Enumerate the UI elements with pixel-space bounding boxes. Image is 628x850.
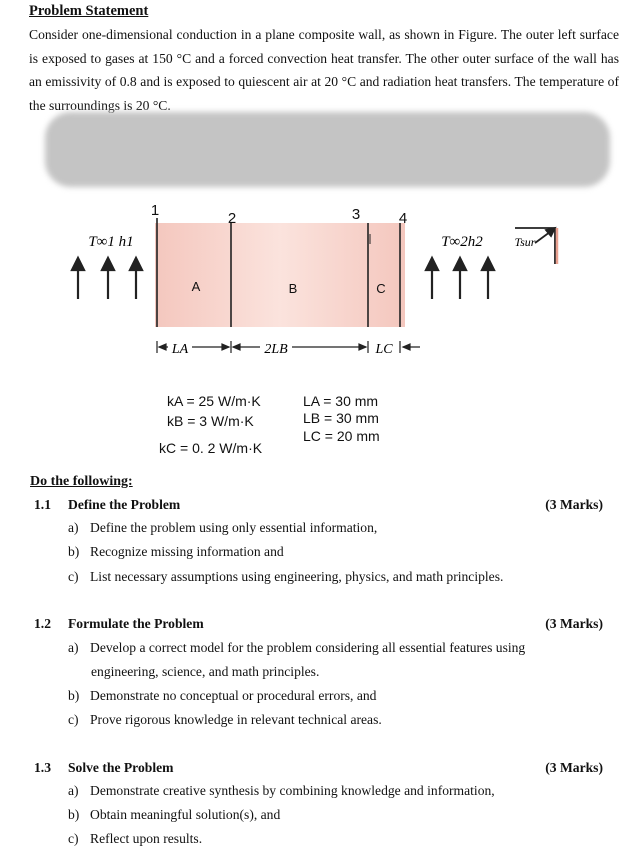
section-1-3-number: 1.3 (34, 760, 51, 775)
dim-label-la: LA (171, 342, 189, 357)
section-1-1-heading: Define the Problem (68, 497, 181, 512)
list-item: a) Develop a correct model for the problem considering all essential features using (68, 640, 526, 655)
dim-label-lb: 2LB (264, 342, 288, 357)
dim-label-lc: LC (375, 342, 393, 357)
section-1-1-number: 1.1 (34, 497, 51, 512)
problem-statement-heading: Problem Statement (29, 3, 149, 19)
right-fluid-label: T∞2h2 (441, 234, 483, 250)
layer-label-a: A (191, 279, 201, 294)
list-item: b) Demonstrate no conceptual or procedural errors, and (68, 688, 377, 703)
list-item: c) List necessary assumptions using engineering, physics, and math principles. (68, 569, 504, 584)
interface-label-1: 1 (150, 202, 160, 219)
section-1-3-title (34, 760, 173, 776)
list-item: b) Obtain meaningful solution(s), and (68, 807, 281, 822)
right-flow-arrows (426, 258, 494, 299)
composite-wall-figure (60, 198, 580, 468)
list-item: c) Reflect upon results. (68, 831, 203, 846)
interface-label-3: 3 (351, 206, 361, 223)
interface-label-4: 4 (398, 210, 408, 227)
surroundings-label: Tsur (514, 235, 536, 249)
section-1-1-marks: (3 Marks) (545, 497, 603, 512)
length-b: LB = 30 mm (303, 410, 379, 426)
interface-label-2: 2 (227, 210, 237, 227)
left-flow-arrows (72, 258, 142, 299)
conductivity-a: kA = 25 W/m·K (167, 393, 261, 409)
section-1-2-title (34, 616, 204, 632)
section-1-3-marks: (3 Marks) (545, 760, 603, 775)
section-1-2-number: 1.2 (34, 616, 51, 631)
list-item: b) Recognize missing information and (68, 544, 284, 559)
length-c: LC = 20 mm (303, 428, 380, 444)
length-a: LA = 30 mm (303, 393, 379, 409)
layer-label-c: C (376, 281, 386, 296)
section-1-2-marks: (3 Marks) (545, 616, 603, 631)
section-1-3-heading: Solve the Problem (68, 760, 174, 775)
redacted-region (45, 112, 610, 187)
section-1-2-heading: Formulate the Problem (68, 616, 204, 631)
conductivity-c: kC = 0. 2 W/m·K (159, 440, 263, 456)
problem-statement-text: Consider one-dimensional conduction in a plane composite wall, as shown in Figure. The outer left surface is exposed to gases at 150 °C and a forced convection heat transfer. The other outer surface of the wall has an emissivity of 0.8 and is exposed to quiescent air at 20 °C and radiation heat transfers. The temperature of the surroundings is 20 °C. (29, 27, 619, 113)
conductivity-b: kB = 3 W/m·K (167, 413, 254, 429)
list-item: a) Demonstrate creative synthesis by combining knowledge and information, (68, 783, 495, 798)
layer-label-b: B (288, 281, 298, 296)
section-1-1-title (34, 497, 180, 513)
list-item-continuation: engineering, science, and math principles. (91, 664, 320, 679)
list-item: a) Define the problem using only essential information, (68, 520, 378, 535)
list-item: c) Prove rigorous knowledge in relevant technical areas. (68, 712, 382, 727)
tasks-heading: Do the following: (30, 474, 133, 489)
left-fluid-label: T∞1 h1 (88, 234, 134, 250)
